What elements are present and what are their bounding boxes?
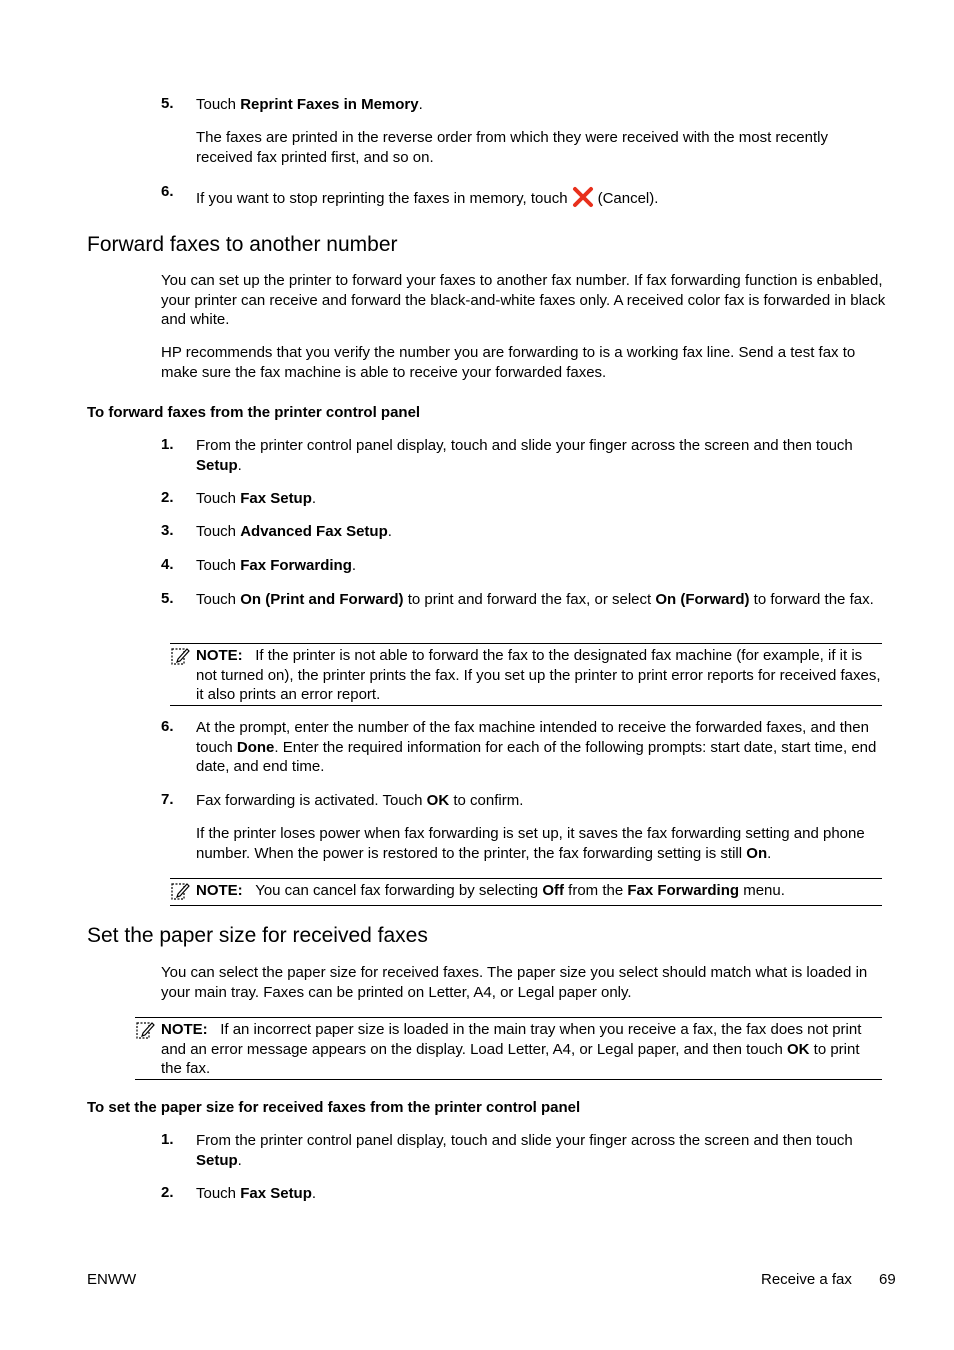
footer-section: Receive a fax bbox=[761, 1271, 852, 1288]
step-detail: The faxes are printed in the reverse order from which they were received with the most recently received fax printed first, and so on. bbox=[196, 129, 828, 166]
step-number: 1. bbox=[161, 1131, 174, 1148]
step-number: 4. bbox=[161, 556, 174, 573]
step-text: Touch Advanced Fax Setup. bbox=[196, 523, 392, 540]
step-text: Touch Fax Setup. bbox=[196, 1185, 317, 1202]
subheading: To set the paper size for received faxes from the printer control panel bbox=[87, 1099, 581, 1116]
step-text: Fax forwarding is activated. Touch OK to confirm. bbox=[196, 792, 524, 809]
note-text: NOTE: If an incorrect paper size is loaded in the main tray when you receive a fax, the fax does not print and an error message appears on the display. Load Letter, A4, or Legal paper, and then touch OK to print the fax. bbox=[161, 1021, 862, 1077]
note-text: NOTE: You can cancel fax forwarding by selecting Off from the Fax Forwarding menu. bbox=[196, 882, 785, 899]
note-text: NOTE: If the printer is not able to forward the fax to the designated fax machine (for example, if it is not turned on), the printer prints the fax. If you set up the printer to print error reports for received faxes, it also prints an error report. bbox=[196, 647, 881, 703]
step-detail: If the printer loses power when fax forwarding is set up, it saves the fax forwarding setting and phone number. When the power is restored to the printer, the fax forwarding setting is still On. bbox=[196, 825, 865, 862]
step-number: 2. bbox=[161, 489, 174, 506]
step-text: If you want to stop reprinting the faxes in memory, touch (Cancel). bbox=[196, 186, 886, 209]
step-text: Touch Fax Setup. bbox=[196, 490, 317, 507]
cancel-x-icon bbox=[572, 186, 594, 208]
note-pencil-icon bbox=[135, 1020, 155, 1040]
step-text: Touch Reprint Faxes in Memory. bbox=[196, 96, 423, 113]
page-number: 69 bbox=[879, 1271, 896, 1288]
paragraph: HP recommends that you verify the number you are forwarding to is a working fax line. Send a test fax to make sure the fax machine is able to receive your forwarded faxes. bbox=[161, 344, 856, 381]
step-number: 5. bbox=[161, 95, 174, 112]
step-number: 1. bbox=[161, 436, 174, 453]
step-text: Touch Fax Forwarding. bbox=[196, 557, 357, 574]
step-text: From the printer control panel display, touch and slide your finger across the screen and then touch Setup. bbox=[196, 1132, 853, 1169]
note-box bbox=[170, 878, 882, 906]
footer-left: ENWW bbox=[87, 1271, 137, 1288]
subheading: To forward faxes from the printer control panel bbox=[87, 404, 421, 421]
step-number: 2. bbox=[161, 1184, 174, 1201]
step-number: 5. bbox=[161, 590, 174, 607]
step-number: 7. bbox=[161, 791, 174, 808]
note-box bbox=[135, 1017, 882, 1080]
note-box bbox=[170, 643, 882, 706]
step-number: 6. bbox=[161, 718, 174, 735]
step-number: 3. bbox=[161, 522, 174, 539]
note-pencil-icon bbox=[170, 646, 190, 666]
paragraph: You can select the paper size for received faxes. The paper size you select should match what is loaded in your main tray. Faxes can be printed on Letter, A4, or Legal paper only. bbox=[161, 964, 868, 1001]
step-text: From the printer control panel display, touch and slide your finger across the screen and then touch Setup. bbox=[196, 437, 853, 474]
step-text: At the prompt, enter the number of the fax machine intended to receive the forwarded faxes, and then touch Done. Enter the required information for each of the following prompts: start date, start time, end date, and end time. bbox=[196, 719, 877, 775]
section-heading: Forward faxes to another number bbox=[87, 233, 398, 256]
step-text: Touch On (Print and Forward) to print and forward the fax, or select On (Forward) to forward the fax. bbox=[196, 591, 874, 608]
note-pencil-icon bbox=[170, 881, 190, 901]
section-heading: Set the paper size for received faxes bbox=[87, 924, 428, 947]
step-number: 6. bbox=[161, 183, 174, 200]
paragraph: You can set up the printer to forward your faxes to another fax number. If fax forwarding function is enbabled, your printer can receive and forward the black-and-white faxes only. A received color fax is forwarded in black and white. bbox=[161, 272, 886, 328]
